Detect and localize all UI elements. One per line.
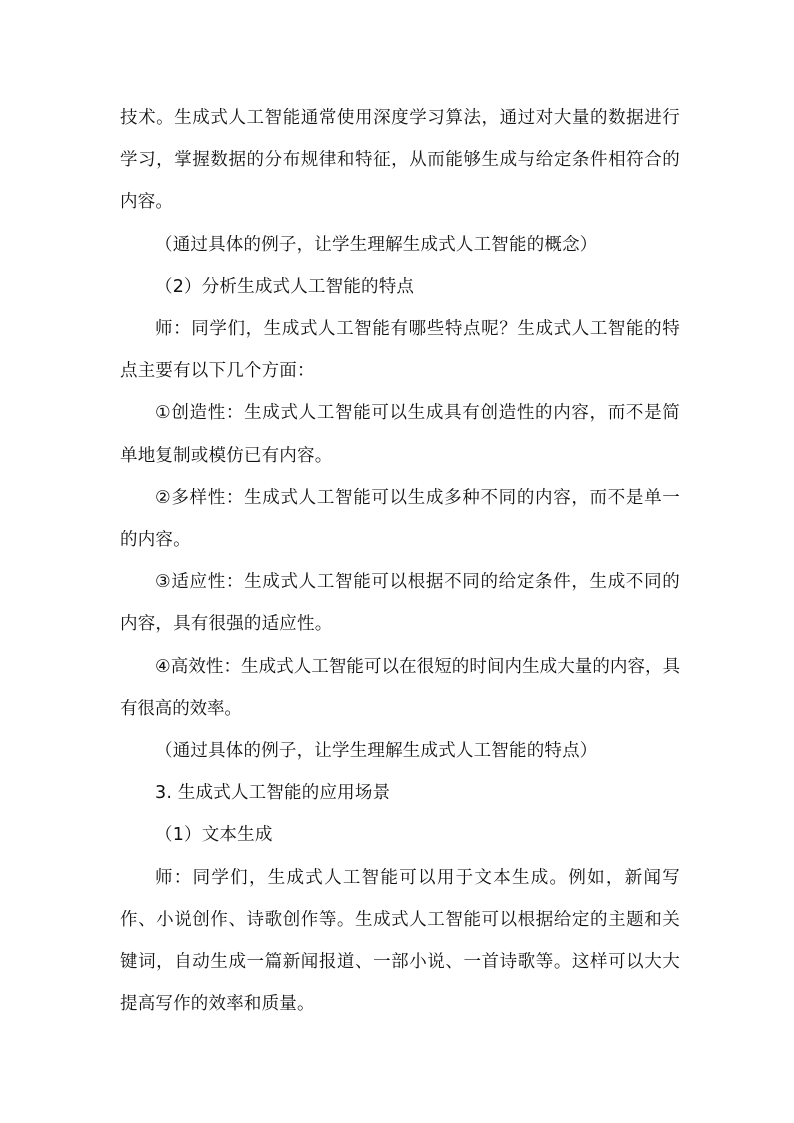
paragraph-text-generation-description: 师：同学们，生成式人工智能可以用于文本生成。例如，新闻写作、小说创作、诗歌创作等。生成式人工智能可以根据给定的主题和关键词，自动生成一篇新闻报道、一部小说、一首诗歌等。这样可以大大提高写作的效率和质量。 [120,867,680,1015]
paragraph-feature-efficiency: ④高效性：生成式人工智能可以在很短的时间内生成大量的内容，具有很高的效率。 [120,656,680,719]
paragraph-concept-note: （通过具体的例子，让学生理解生成式人工智能的概念） [155,234,598,255]
paragraph-text-generation-heading: （1）文本生成 [155,825,273,846]
paragraph-features-heading: （2）分析生成式人工智能的特点 [155,276,415,297]
paragraph-intro-continuation: 技术。生成式人工智能通常使用深度学习算法，通过对大量的数据进行学习，掌握数据的分布规律和特征，从而能够生成与给定条件相符合的内容。 [120,108,680,213]
paragraph-features-question: 师：同学们，生成式人工智能有哪些特点呢？生成式人工智能的特点主要有以下几个方面： [120,319,680,382]
paragraph-features-note: （通过具体的例子，让学生理解生成式人工智能的特点） [155,741,598,762]
paragraph-feature-adaptability: ③适应性：生成式人工智能可以根据不同的给定条件，生成不同的内容，具有很强的适应性。 [120,572,680,635]
document-body [120,97,680,1025]
paragraph-applications-heading: 3. 生成式人工智能的应用场景 [155,783,391,804]
paragraph-feature-creativity: ①创造性：生成式人工智能可以生成具有创造性的内容，而不是简单地复制或模仿已有内容。 [120,403,680,466]
paragraph-feature-diversity: ②多样性：生成式人工智能可以生成多种不同的内容，而不是单一的内容。 [120,487,680,551]
